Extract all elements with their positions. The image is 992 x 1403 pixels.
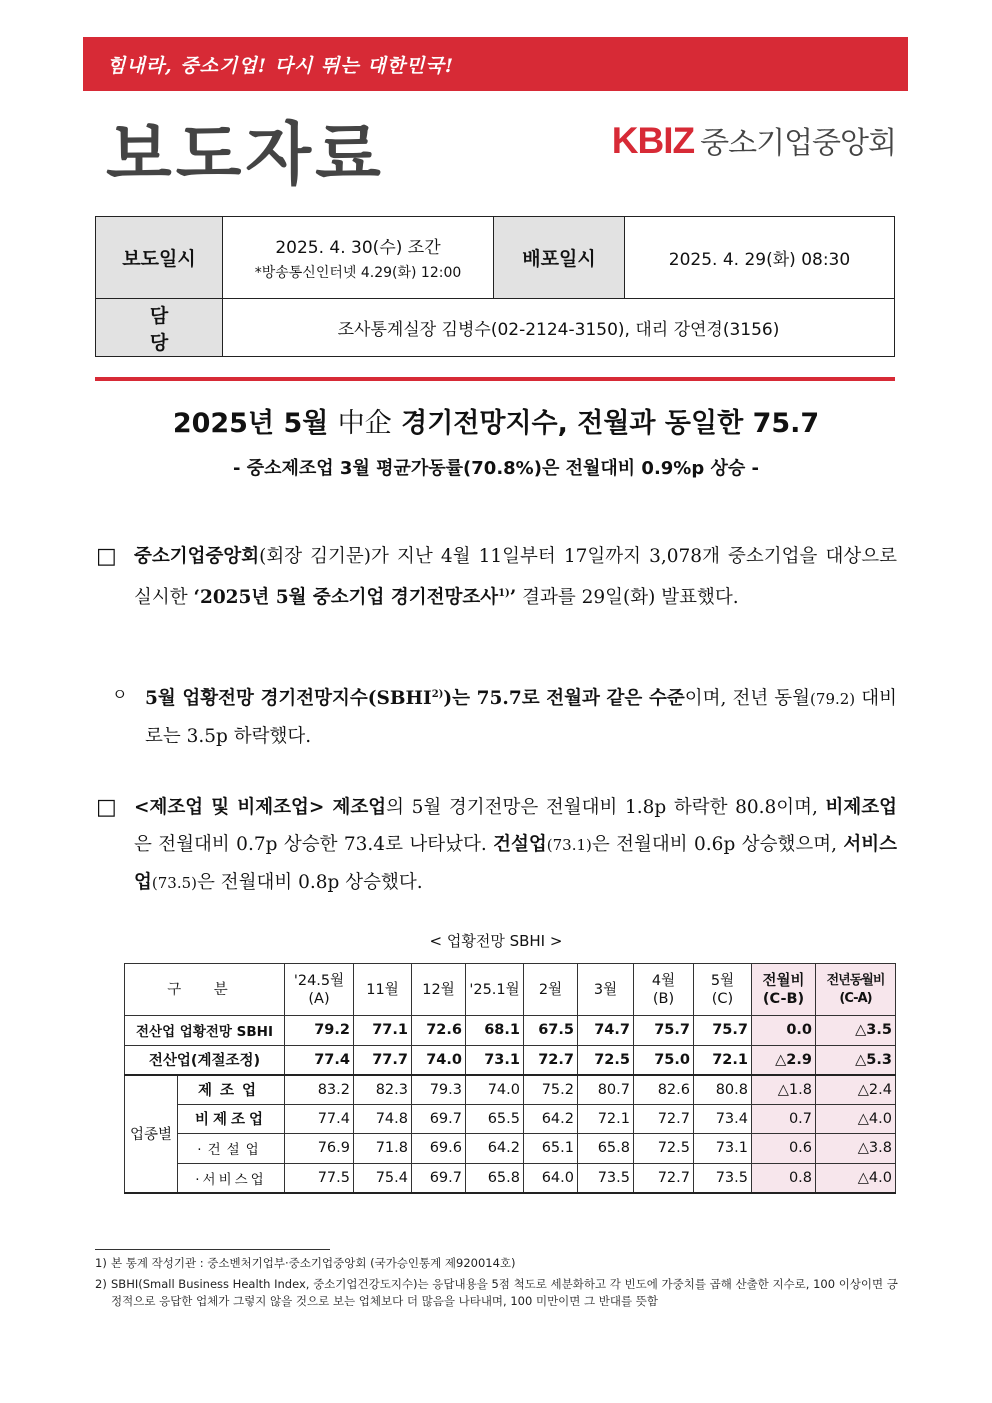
cell: △3.5 bbox=[816, 1016, 896, 1046]
headline bbox=[0, 401, 992, 440]
row-label: ·건설업 bbox=[178, 1134, 285, 1164]
cell: 83.2 bbox=[285, 1075, 354, 1105]
cell: 65.5 bbox=[466, 1104, 524, 1134]
cell: 0.0 bbox=[752, 1016, 816, 1046]
group-label: 업종별 bbox=[125, 1075, 178, 1193]
row-label: 전산업 업황전망 SBHI bbox=[125, 1016, 285, 1046]
release-date: 2025. 4. 30(수) 조간 bbox=[275, 238, 441, 258]
p3-text-4: 은 전월대비 0.8p 상승했다. bbox=[196, 872, 423, 893]
cell: 69.6 bbox=[412, 1134, 466, 1164]
p3-bold-2: 비제조업 bbox=[825, 797, 897, 818]
col-header: 전년동월비 (C-A) bbox=[816, 964, 896, 1016]
cell: 0.7 bbox=[752, 1104, 816, 1134]
cell: 80.7 bbox=[578, 1075, 634, 1105]
cell: 64.0 bbox=[524, 1163, 578, 1193]
col-header: 2월 bbox=[524, 964, 578, 1016]
cell: 75.2 bbox=[524, 1075, 578, 1105]
cell: 74.7 bbox=[578, 1016, 634, 1046]
p1-bold-2: ‘2025년 5월 중소기업 경기전망조사 bbox=[193, 587, 499, 609]
p3-text-2: 은 전월대비 0.7p 상승한 73.4로 나타났다. bbox=[134, 834, 494, 855]
table-header-row bbox=[125, 964, 896, 1016]
contact-label: 담 당 bbox=[96, 299, 223, 357]
cell: 64.2 bbox=[466, 1134, 524, 1164]
divider-line bbox=[95, 377, 895, 381]
cell: 74.8 bbox=[354, 1104, 412, 1134]
headline-part1: 2025년 5월 bbox=[172, 408, 329, 439]
cell: 69.7 bbox=[412, 1163, 466, 1193]
col-header: 11월 bbox=[354, 964, 412, 1016]
cell: 79.2 bbox=[285, 1016, 354, 1046]
p3-small-1: (73.1) bbox=[546, 836, 592, 854]
p2-text-2: 대비로는 3.5p 하락했다. bbox=[145, 688, 898, 748]
distribution-date-label: 배포일시 bbox=[494, 217, 625, 299]
cell: 74.0 bbox=[412, 1045, 466, 1075]
footnote-number: 2) bbox=[95, 1277, 107, 1291]
cell: △4.0 bbox=[816, 1104, 896, 1134]
cell: 77.4 bbox=[285, 1045, 354, 1075]
footnote-1 bbox=[95, 1255, 900, 1272]
table-row bbox=[125, 1163, 896, 1193]
footnote-text: SBHI(Small Business Health Index, 중소기업건강도지수)는 응답내용을 5점 척도로 세분화하고 각 빈도에 가중치를 곱해 산출한 지수로, 100 이상이면 긍정적으로 응답한 업체가 그렇지 않을 것으로 보는 업체보다 더 많음을 나타내며, 100 미만이면 그 반대를 뜻함 bbox=[111, 1277, 898, 1308]
col-header: 3월 bbox=[578, 964, 634, 1016]
footnote-text: 본 통계 작성기관 : 중소벤처기업부·중소기업중앙회 (국가승인통계 제920014호) bbox=[111, 1256, 516, 1270]
cell: 69.7 bbox=[412, 1104, 466, 1134]
col-header: '25.1월 bbox=[466, 964, 524, 1016]
table-row bbox=[125, 1104, 896, 1134]
col-header: 전월비 (C-B) bbox=[752, 964, 816, 1016]
release-note: *방송통신인터넷 4.29(화) 12:00 bbox=[254, 265, 462, 281]
cell: 72.5 bbox=[578, 1045, 634, 1075]
square-bullet: □ bbox=[96, 795, 117, 820]
document-title: 보도자료 bbox=[106, 116, 385, 195]
cell: 65.1 bbox=[524, 1134, 578, 1164]
cell: 82.6 bbox=[634, 1075, 694, 1105]
cell: 73.1 bbox=[466, 1045, 524, 1075]
cell: 73.5 bbox=[578, 1163, 634, 1193]
paragraph-2 bbox=[145, 676, 897, 755]
cell: 73.4 bbox=[694, 1104, 752, 1134]
cell: 74.0 bbox=[466, 1075, 524, 1105]
cell: 77.7 bbox=[354, 1045, 412, 1075]
p3-text-3: 은 전월대비 0.6p 상승했으며, bbox=[591, 834, 844, 855]
cell: △3.8 bbox=[816, 1134, 896, 1164]
p3-text-1: 의 5월 경기전망은 전월대비 1.8p 하락한 80.8이며, bbox=[386, 797, 826, 818]
distribution-date: 2025. 4. 29(화) 08:30 bbox=[625, 217, 895, 299]
logo-mark: KBIZ bbox=[611, 120, 695, 161]
p1-bold-1: 중소기업중앙회 bbox=[134, 546, 260, 567]
p2-bold-2: )는 75.7로 전월과 같은 수준 bbox=[443, 688, 685, 710]
col-header: 5월 (C) bbox=[694, 964, 752, 1016]
cell: 73.1 bbox=[694, 1134, 752, 1164]
cell: 77.4 bbox=[285, 1104, 354, 1134]
contact-info: 조사통계실장 김병수(02-2124-3150), 대리 강연경(3156) bbox=[223, 299, 895, 357]
footnote-ref-1: 1) bbox=[498, 588, 510, 599]
cell: 75.4 bbox=[354, 1163, 412, 1193]
subheadline: - 중소제조업 3월 평균가동률(70.8%)은 전월대비 0.9%p 상승 - bbox=[232, 458, 760, 479]
square-bullet: □ bbox=[96, 544, 117, 569]
p2-small: (79.2) bbox=[810, 690, 856, 709]
col-header: '24.5월 (A) bbox=[285, 964, 354, 1016]
cell: 73.5 bbox=[694, 1163, 752, 1193]
p3-bold-1: <제조업 및 비제조업> 제조업 bbox=[134, 797, 387, 818]
banner-slogan: 힘내라, 중소기업! 다시 뛰는 대한민국! bbox=[107, 55, 455, 77]
cell: 76.9 bbox=[285, 1134, 354, 1164]
cell: △4.0 bbox=[816, 1163, 896, 1193]
cell: 64.2 bbox=[524, 1104, 578, 1134]
cell: △2.9 bbox=[752, 1045, 816, 1075]
p2-bold-1: 5월 업황전망 경기전망지수(SBHI bbox=[145, 688, 432, 710]
row-label: 비제조업 bbox=[178, 1104, 285, 1134]
table-title: < 업황전망 SBHI > bbox=[429, 932, 563, 950]
row-label: 제조업 bbox=[178, 1075, 285, 1105]
cell: 80.8 bbox=[694, 1075, 752, 1105]
footnote-number: 1) bbox=[95, 1256, 107, 1270]
release-date-label: 보도일시 bbox=[96, 217, 223, 299]
p2-text-1: 이며, 전년 동월 bbox=[684, 688, 811, 710]
cell: 75.7 bbox=[694, 1016, 752, 1046]
logo-name: 중소기업중앙회 bbox=[700, 126, 896, 161]
col-header: 12월 bbox=[412, 964, 466, 1016]
p3-bold-4: 서비스업 bbox=[134, 834, 897, 893]
footnote-divider bbox=[95, 1249, 330, 1250]
release-date-cell bbox=[223, 217, 494, 299]
cell: 77.1 bbox=[354, 1016, 412, 1046]
cell: 72.1 bbox=[578, 1104, 634, 1134]
cell: 68.1 bbox=[466, 1016, 524, 1046]
row-label: ·서비스업 bbox=[178, 1163, 285, 1193]
p1-bold-3: ’ bbox=[509, 587, 517, 609]
p3-bold-3: 건설업 bbox=[493, 834, 547, 855]
p1-text-2: 결과를 29일(화) 발표했다. bbox=[516, 587, 739, 609]
cell: △5.3 bbox=[816, 1045, 896, 1075]
cell: 72.7 bbox=[524, 1045, 578, 1075]
sbhi-table bbox=[124, 963, 896, 1194]
cell: 82.3 bbox=[354, 1075, 412, 1105]
headline-tag: 中企 bbox=[337, 408, 392, 439]
kbiz-logo bbox=[612, 118, 896, 162]
circle-bullet: ㅇ bbox=[112, 685, 128, 704]
cell: △2.4 bbox=[816, 1075, 896, 1105]
cell: 72.5 bbox=[634, 1134, 694, 1164]
table-row bbox=[125, 1075, 896, 1105]
p3-small-2: (73.5) bbox=[151, 874, 197, 892]
footnote-2 bbox=[95, 1276, 900, 1310]
cell: 79.3 bbox=[412, 1075, 466, 1105]
footnote-ref-2: 2) bbox=[431, 689, 444, 700]
paragraph-1 bbox=[134, 538, 897, 616]
cell: 67.5 bbox=[524, 1016, 578, 1046]
cell: 75.7 bbox=[634, 1016, 694, 1046]
cell: 0.8 bbox=[752, 1163, 816, 1193]
cell: △1.8 bbox=[752, 1075, 816, 1105]
table-row bbox=[125, 1045, 896, 1075]
col-header: 4월 (B) bbox=[634, 964, 694, 1016]
cell: 65.8 bbox=[578, 1134, 634, 1164]
row-label: 전산업(계절조정) bbox=[125, 1045, 285, 1075]
cell: 0.6 bbox=[752, 1134, 816, 1164]
cell: 72.7 bbox=[634, 1163, 694, 1193]
cell: 72.1 bbox=[694, 1045, 752, 1075]
cell: 71.8 bbox=[354, 1134, 412, 1164]
headline-part2: 경기전망지수, 전월과 동일한 75.7 bbox=[401, 408, 820, 439]
cell: 77.5 bbox=[285, 1163, 354, 1193]
cell: 72.7 bbox=[634, 1104, 694, 1134]
table-row bbox=[125, 1134, 896, 1164]
cell: 72.6 bbox=[412, 1016, 466, 1046]
paragraph-3 bbox=[134, 789, 897, 902]
p1-text-1: (회장 김기문)가 지난 4월 11일부터 17일까지 3,078개 중소기업을 대상으로 실시한 bbox=[134, 546, 897, 609]
release-info-table bbox=[95, 216, 895, 357]
table-row bbox=[125, 1016, 896, 1046]
cell: 75.0 bbox=[634, 1045, 694, 1075]
slogan-banner bbox=[83, 37, 908, 91]
table-corner: 구 분 bbox=[125, 964, 285, 1016]
cell: 65.8 bbox=[466, 1163, 524, 1193]
